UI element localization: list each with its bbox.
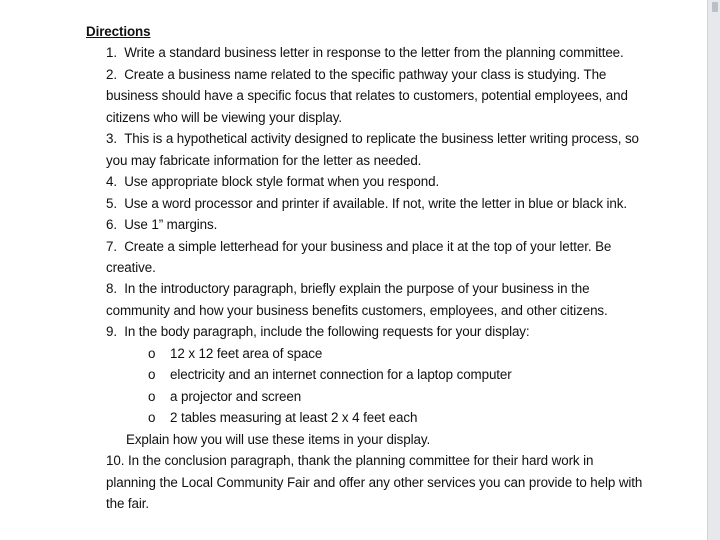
item-text: Write a standard business letter in response to the letter from the planning committee. — [124, 45, 624, 61]
bullet-icon: o — [148, 410, 156, 426]
right-edge-strip — [707, 0, 720, 540]
item-text: In the introductory paragraph, briefly explain the purpose of your business in the community and how your business benefits customers, employees, and other citizens. — [106, 281, 608, 318]
item-number: 7. — [106, 238, 117, 254]
item-text: In the body paragraph, include the following requests for your display: — [124, 324, 530, 340]
item-text: Use a word processor and printer if available. If not, write the letter in blue or black ink. — [124, 195, 627, 211]
item-number: 4. — [106, 174, 117, 190]
bullet-icon: o — [148, 367, 156, 383]
item-text: Use 1” margins. — [124, 217, 218, 233]
item-number: 8. — [106, 281, 117, 297]
item-number: 10. — [106, 453, 125, 469]
item-number: 3. — [106, 131, 117, 147]
bullet-icon: o — [148, 345, 156, 361]
item-text: Use appropriate block style format when you respond. — [124, 174, 440, 190]
bullet-icon: o — [148, 388, 156, 404]
direction-item-1 — [86, 42, 646, 63]
display-request-item — [86, 386, 646, 407]
direction-item-5 — [86, 193, 646, 214]
direction-item-7 — [86, 236, 646, 279]
item-text: Create a simple letterhead for your business and place it at the top of your letter. Be creative. — [106, 238, 612, 275]
request-text: 12 x 12 feet area of space — [170, 345, 323, 361]
request-text: electricity and an internet connection for a laptop computer — [170, 367, 512, 383]
item-text: In the conclusion paragraph, thank the planning committee for their hard work in planning the Local Community Fair and offer any other services you can provide to help with the fair. — [106, 453, 643, 511]
direction-item-9 — [86, 321, 646, 342]
item-text: Create a business name related to the specific pathway your class is studying. The business should have a specific focus that relates to customers, potential employees, and citizens who will be viewing your display. — [106, 66, 628, 125]
display-request-item — [86, 364, 646, 385]
item-number: 1. — [106, 45, 117, 61]
directions-document — [86, 21, 646, 514]
direction-item-10 — [86, 450, 646, 514]
directions-heading: Directions — [86, 24, 151, 39]
request-text: 2 tables measuring at least 2 x 4 feet each — [170, 410, 418, 426]
edge-handle — [712, 2, 718, 12]
request-text: a projector and screen — [170, 388, 302, 404]
item-number: 5. — [106, 195, 117, 211]
direction-item-2 — [86, 64, 646, 128]
item-number: 9. — [106, 324, 117, 340]
display-explanation: Explain how you will use these items in your display. — [126, 431, 431, 447]
item-text: This is a hypothetical activity designed to replicate the business letter writing process, so you may fabricate information for the letter as needed. — [106, 131, 639, 168]
item-number: 2. — [106, 66, 117, 82]
direction-item-8 — [86, 278, 646, 321]
direction-item-6 — [86, 214, 646, 235]
item-number: 6. — [106, 217, 117, 233]
display-request-item — [86, 407, 646, 428]
direction-item-3 — [86, 128, 646, 171]
display-request-item — [86, 343, 646, 364]
direction-item-4 — [86, 171, 646, 192]
